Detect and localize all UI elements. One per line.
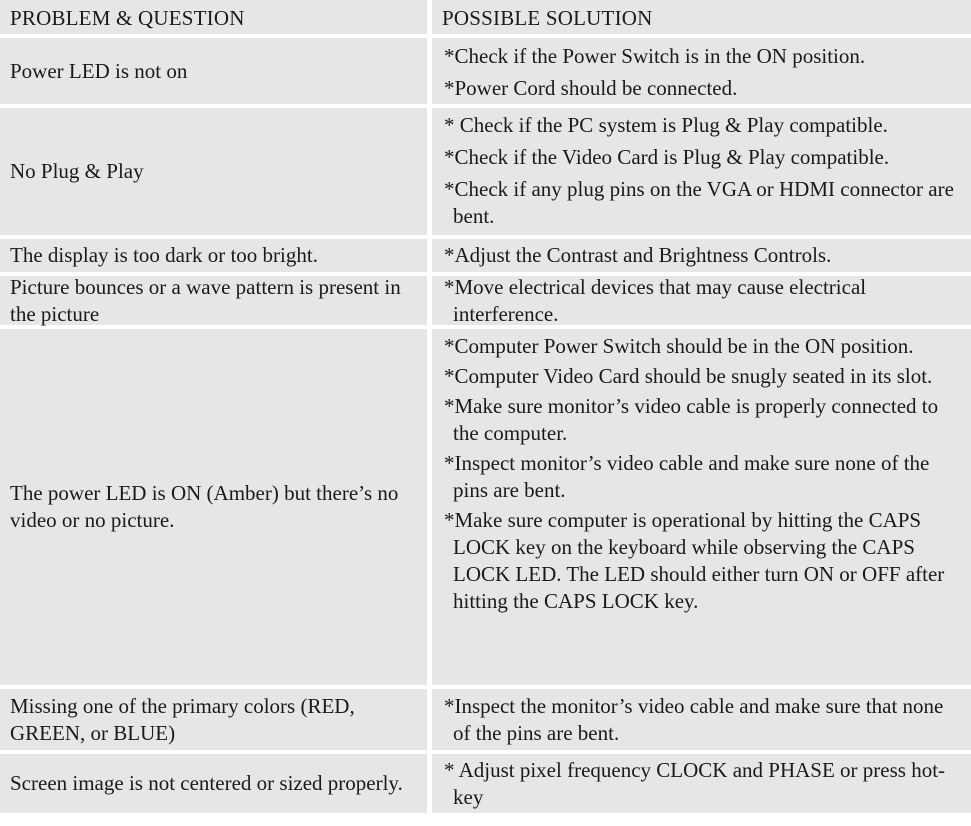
problem-text: The display is too dark or too bright. [10,243,318,267]
solution-cell [432,38,971,104]
problem-text: Power LED is not on [10,58,188,83]
solution-item: *Adjust the Contrast and Brightness Controls. [444,243,832,267]
problem-text: The power LED is ON (Amber) but there’s no video or no picture. [10,481,399,532]
problem-cell [0,329,427,685]
solution-item: *Make sure monitor’s video cable is properly connected to the computer. [444,394,939,445]
solution-cell [432,108,971,235]
solution-item: *Computer Power Switch should be in the ON position. [444,334,914,358]
solution-item: *Inspect the monitor’s video cable and make sure that none of the pins are bent. [444,693,944,745]
problem-cell [0,239,427,272]
solution-item: * Check if the PC system is Plug & Play compatible. [444,113,888,137]
problem-cell [0,38,427,104]
solution-item: *Make sure computer is operational by hitting the CAPS LOCK key on the keyboard while observing the CAPS LOCK LED. The LED should either turn ON or OFF after hitting the CAPS LOCK key. [444,508,945,613]
header-problem: PROBLEM & QUESTION [0,0,427,34]
problem-text: Screen image is not centered or sized properly. [10,771,403,795]
solution-item: *Move electrical devices that may cause electrical interference. [444,274,867,326]
solution-item: *Check if the Power Switch is in the ON position. [444,44,866,68]
problem-text: No Plug & Play [10,159,144,183]
solution-item: *Power Cord should be connected. [444,76,738,100]
problem-cell [0,108,427,235]
solution-cell [432,329,971,685]
problem-text: Picture bounces or a wave pattern is present in the picture [10,274,401,326]
solution-item: *Inspect monitor’s video cable and make sure none of the pins are bent. [444,451,930,502]
solution-cell [432,754,971,813]
solution-cell [432,689,971,750]
header-solution: POSSIBLE SOLUTION [432,0,971,34]
solution-item: *Computer Video Card should be snugly seated in its slot. [444,364,933,388]
solution-cell [432,239,971,272]
solution-item: *Check if the Video Card is Plug & Play compatible. [444,145,890,169]
solution-item: *Check if any plug pins on the VGA or HDMI connector are bent. [444,177,954,228]
problem-cell [0,754,427,813]
problem-cell [0,276,427,325]
solution-cell [432,276,971,325]
solution-item: * Adjust pixel frequency CLOCK and PHASE or press hot-key [444,757,946,809]
problem-cell [0,689,427,750]
problem-text: Missing one of the primary colors (RED, GREEN, or BLUE) [10,693,355,745]
